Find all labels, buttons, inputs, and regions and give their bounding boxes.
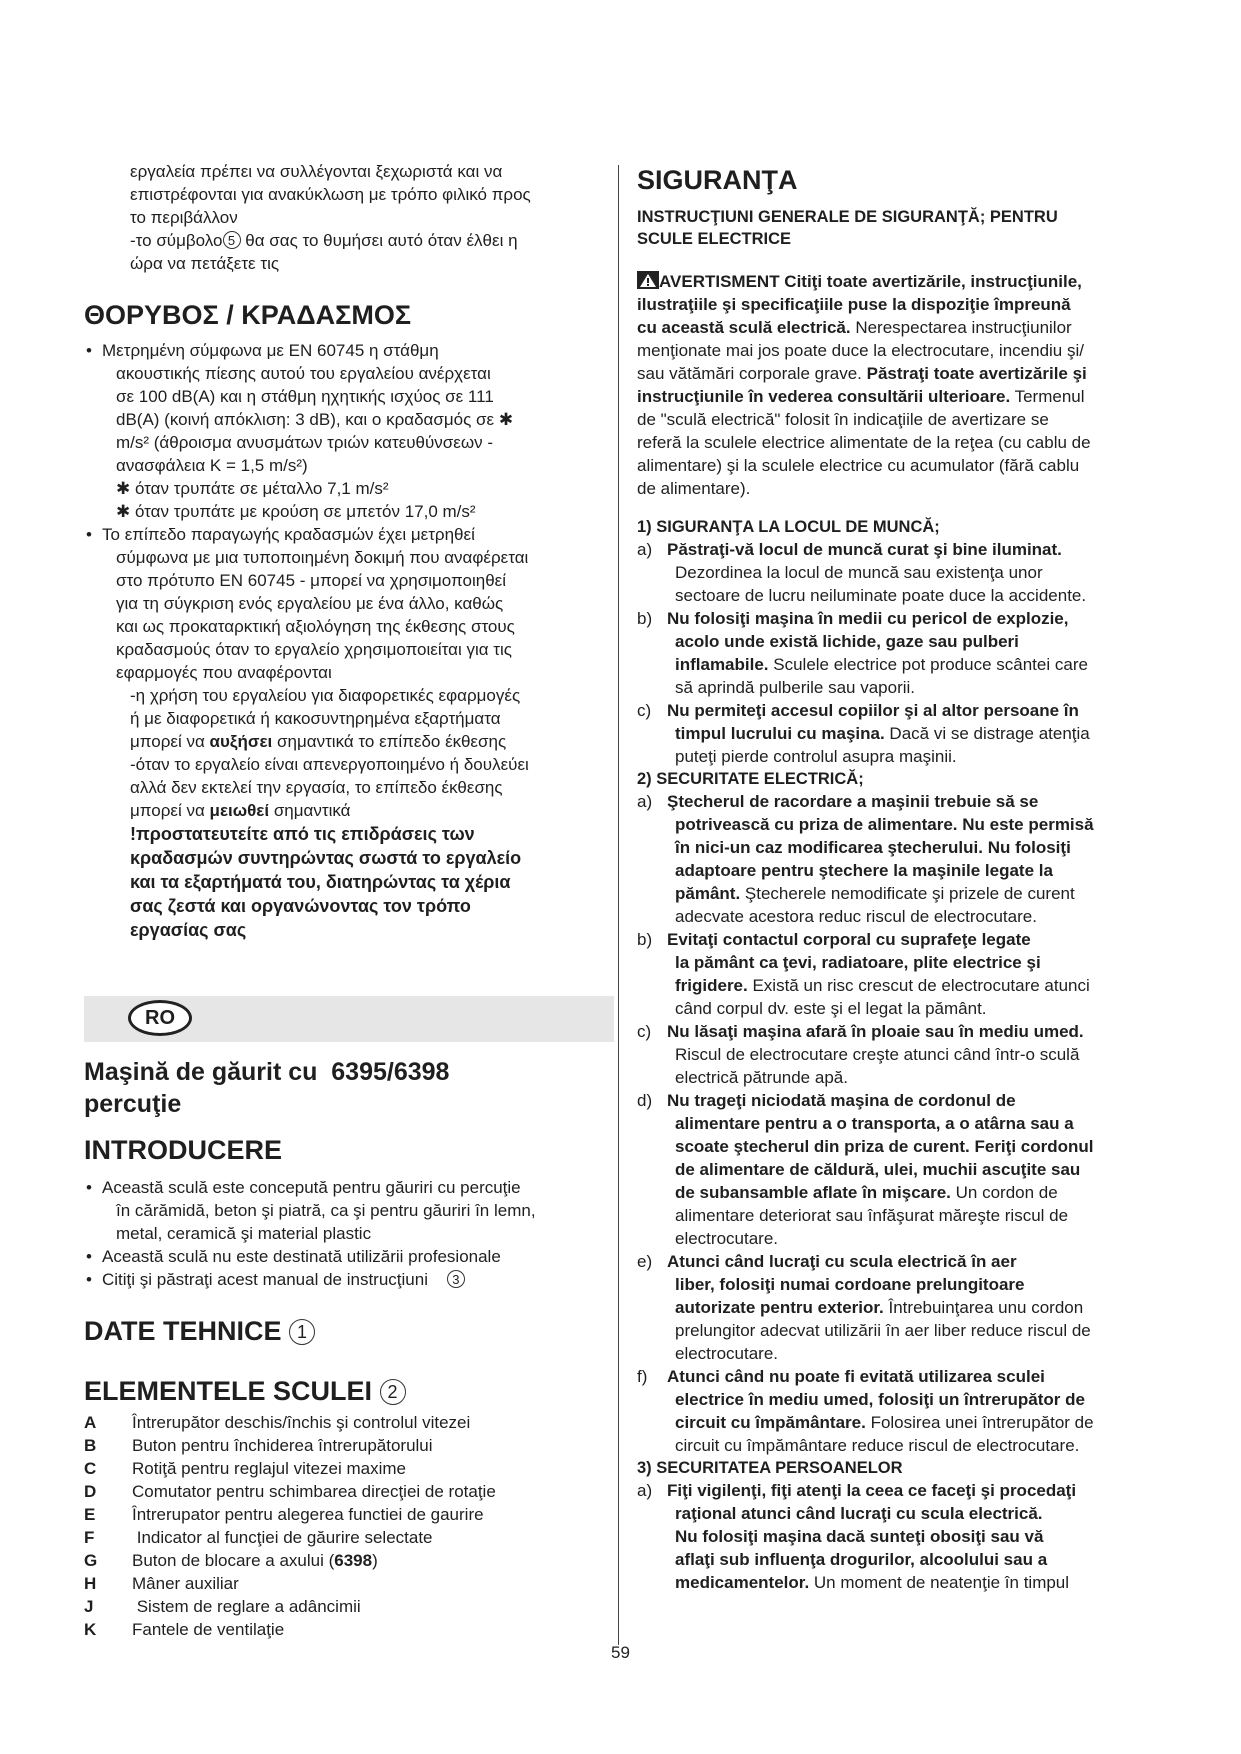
product-title — [84, 1056, 604, 1120]
text-line: Păstraţi-vă locul de muncă curat şi bine iluminat. — [667, 540, 1062, 559]
protection-warning — [130, 822, 604, 942]
text-line: prelungitor adecvat utilizării în aer liber reduce riscul de — [675, 1321, 1091, 1340]
emphasis: Păstraţi toate avertizările şi — [866, 364, 1087, 383]
text-span: Citiţi şi păstraţi acest manual de instrucţiuni — [102, 1270, 428, 1289]
text-line: • Această sculă este concepută pentru găuriri cu percuţie — [102, 1178, 521, 1197]
text-line: puteţi pierde controlul asupra maşinii. — [675, 747, 957, 766]
language-band — [84, 996, 614, 1042]
table-row — [84, 1526, 496, 1549]
text-line: în nici-un caz modificarea ştecherului. Nu folosiţi — [675, 838, 1071, 857]
list-item — [637, 1089, 1157, 1250]
text-line: Dezordinea la locul de muncă sau existenţa unor — [675, 563, 1043, 582]
text-line: ακουστικής πίεσης αυτού του εργαλείου ανέρχεται — [116, 364, 491, 383]
part-key: H — [84, 1574, 97, 1593]
part-label: Întrerupător deschis/închis şi controlul vitezei — [132, 1413, 471, 1432]
text-span: Sculele electrice pot produce scântei care — [768, 655, 1088, 674]
item-letter: a) — [637, 540, 653, 559]
item-letter: b) — [637, 930, 653, 949]
table-row — [84, 1411, 496, 1434]
text-span: Ştecherele nemodificate şi prizele de curent — [740, 884, 1075, 903]
introduction-heading: INTRODUCERE — [84, 1135, 283, 1165]
table-row — [84, 1503, 496, 1526]
text-span: Există un risc crescut de electrocutare atunci — [747, 976, 1090, 995]
table-row — [84, 1618, 496, 1641]
item-letter: a) — [637, 1481, 653, 1500]
emphasis: instrucţiunile în vederea consultării ulterioare. — [637, 387, 1011, 406]
text-line: αλλά δεν εκτελεί την εργασία, το επίπεδο έκθεσης — [130, 778, 503, 797]
text-line: στο πρότυπο EN 60745 - μπορεί να χρησιμοποιηθεί — [116, 571, 507, 590]
part-key: G — [84, 1551, 98, 1570]
text-line: Riscul de electrocutare creşte atunci când într-o sculă — [675, 1045, 1080, 1064]
column-divider — [618, 165, 619, 1645]
item-letter: c) — [637, 1022, 652, 1041]
circled-number-3-icon: 3 — [447, 1270, 465, 1288]
emphasis: cu această sculă electrică. — [637, 318, 851, 337]
text-span: Întrebuinţarea unu cordon — [883, 1298, 1084, 1317]
text-span: DATE TEHNICE — [84, 1316, 282, 1346]
text-line — [637, 316, 1157, 339]
model-number: 6398 — [334, 1551, 373, 1570]
list-item — [84, 1268, 604, 1291]
text-line: επιστρέφονται για ανακύκλωση με τρόπο φιλικό προς — [130, 185, 531, 204]
text-line: Atunci când lucraţi cu scula electrică în aer — [667, 1252, 1017, 1271]
text-span: Dacă vi se distrage atenţia — [884, 724, 1090, 743]
safety-subtitle — [637, 206, 1157, 250]
list-item — [637, 1250, 1157, 1365]
text-line: -η χρήση του εργαλείου για διαφορετικές εφαρμογές — [130, 686, 521, 705]
list-item — [637, 1479, 1157, 1594]
personal-safety-heading: 3) SECURITATEA PERSOANELOR — [637, 1459, 903, 1477]
text-line: ώρα να πετάξετε τις — [130, 254, 280, 273]
part-key: J — [84, 1597, 94, 1616]
circled-number-2-icon: 2 — [380, 1379, 406, 1405]
table-row — [84, 1572, 496, 1595]
parts-list — [84, 1411, 496, 1641]
general-warning — [637, 270, 1157, 500]
text-line: când corpul dv. este şi el legat la pământ. — [675, 999, 987, 1018]
text-line: Nu folosiţi maşina în medii cu pericol de explozie, — [667, 609, 1069, 628]
text-span: percuţie — [84, 1090, 182, 1118]
text-line — [637, 270, 1157, 293]
circled-number-1-icon: 1 — [289, 1319, 315, 1345]
table-row — [84, 1595, 496, 1618]
text-span: Un cordon de — [950, 1183, 1058, 1202]
text-line: Nu trageţi niciodată maşina de cordonul de — [667, 1091, 1016, 1110]
text-line — [675, 1181, 1157, 1204]
text-line: raţional atunci când lucraţi cu scula electrică. — [675, 1504, 1043, 1523]
text-line: σε 100 dB(A) και η στάθμη ηχητικής ισχύος σε 111 — [116, 387, 494, 406]
safety-heading: SIGURANŢA — [637, 165, 798, 195]
part-label: Sistem de reglare a adâncimii — [132, 1597, 361, 1616]
text-span: ) — [372, 1551, 378, 1570]
text-line: m/s² (άθροισμα ανυσμάτων τριών κατευθύνσεων - — [116, 433, 494, 452]
text-line: dB(A) (κοινή απόκλιση: 3 dB), και ο κραδασμός σε ✱ — [116, 410, 514, 429]
circled-number-5-icon: 5 — [223, 231, 241, 249]
text-line: electrice în mediu umed, folosiţi un întrerupător de — [675, 1390, 1085, 1409]
list-item — [637, 607, 1157, 699]
text-line: să aprindă pulberile sau vaporii. — [675, 678, 916, 697]
list-item: • Această sculă nu este destinată utilizării profesionale — [84, 1245, 604, 1268]
part-label: Fantele de ventilaţie — [132, 1620, 285, 1639]
part-label: Mâner auxiliar — [132, 1574, 239, 1593]
text-line: metal, ceramică şi material plastic — [116, 1224, 372, 1243]
item-letter: b) — [637, 609, 653, 628]
text-line: εργασίας σας — [130, 920, 247, 940]
part-label: Buton pentru închiderea întrerupătorului — [132, 1436, 433, 1455]
disposal-paragraph — [86, 160, 604, 275]
text-span: -το σύμβολο — [130, 231, 223, 250]
part-label: Întrerupator pentru alegerea functiei de gaurire — [132, 1505, 484, 1524]
text-line: adaptoare pentru ştechere la maşinile legate la — [675, 861, 1053, 880]
list-item — [84, 523, 604, 684]
text-span: σημαντικά — [269, 801, 351, 820]
text-line — [675, 1571, 1157, 1594]
text-line: alimentare pentru a o transporta, a o atârna sau a — [675, 1114, 1074, 1133]
emphasis: αυξήσει — [209, 732, 273, 751]
text-span: θα σας το θυμήσει αυτό όταν έλθει η — [240, 231, 518, 250]
text-line: INSTRUCŢIUNI GENERALE DE SIGURANŢĂ; PENTRU — [637, 208, 1058, 226]
text-line: electrică pătrunde apă. — [675, 1068, 848, 1087]
text-line: ✱ όταν τρυπάτε με κρούση σε μπετόν 17,0 m/s² — [116, 502, 476, 521]
part-label: Comutator pentru schimbarea direcţiei de rotaţie — [132, 1482, 496, 1501]
emphasis: frigidere. — [675, 976, 748, 995]
text-line: κραδασμών συντηρώντας σωστά το εργαλείο — [130, 848, 522, 868]
text-line: adecvate acestora reduc riscul de electrocutare. — [675, 907, 1037, 926]
text-line — [130, 730, 604, 753]
list-item — [84, 1176, 604, 1245]
part-key: F — [84, 1528, 95, 1547]
table-row — [84, 1434, 496, 1457]
list-item — [637, 538, 1157, 607]
text-line: liber, folosiţi numai cordoane prelungitoare — [675, 1275, 1025, 1294]
language-badge: RO — [128, 1000, 192, 1036]
exposure-paragraph — [86, 684, 604, 942]
text-span: Maşină de găurit cu 6395/6398 — [84, 1058, 450, 1086]
text-line: la pământ ca ţevi, radiatoare, plite electrice şi — [675, 953, 1041, 972]
text-line: !προστατευτείτε από τις επιδράσεις των — [130, 824, 475, 844]
text-line — [130, 799, 604, 822]
text-line: Nu permiteţi accesul copiilor şi al altor persoane în — [667, 701, 1079, 720]
part-key: E — [84, 1505, 96, 1524]
text-line: potrivească cu priza de alimentare. Nu este permisă — [675, 815, 1094, 834]
left-column — [84, 160, 604, 1641]
list-item — [637, 1365, 1157, 1457]
table-row — [84, 1457, 496, 1480]
text-line: Ştecherul de racordare a maşinii trebuie să se — [667, 792, 1039, 811]
tool-elements-heading — [84, 1375, 604, 1407]
text-line — [675, 653, 1157, 676]
text-line: εφαρμογές που αναφέρονται — [116, 663, 332, 682]
right-column — [637, 160, 1157, 1594]
item-letter: c) — [637, 701, 652, 720]
text-line: • Μετρημένη σύμφωνα με EN 60745 η στάθμη — [102, 341, 439, 360]
text-line: de "sculă electrică" folosit în indicaţiile de avertizare se — [637, 410, 1049, 429]
part-key: B — [84, 1436, 97, 1455]
text-line: alimentare deteriorat sau înfăşurat măreşte riscul de — [675, 1206, 1069, 1225]
emphasis: inflamabile. — [675, 655, 769, 674]
part-key: A — [84, 1413, 97, 1432]
text-line: scoate ştecherul din priza de curent. Feriţi cordonul — [675, 1137, 1094, 1156]
text-line: sectoare de lucru neiluminate poate duce la accidente. — [675, 586, 1087, 605]
page-number: 59 — [611, 1643, 630, 1662]
emphasis: μειωθεί — [209, 801, 270, 820]
text-span: μπορεί να — [130, 801, 210, 820]
text-line — [637, 362, 1157, 385]
workplace-safety-heading: 1) SIGURANŢA LA LOCUL DE MUNCĂ; — [637, 518, 940, 536]
list-item — [637, 928, 1157, 1020]
item-letter: d) — [637, 1091, 653, 1110]
text-span: AVERTISMENT Citiţi toate avertizările, instrucţiunile, — [659, 272, 1082, 291]
text-line: de alimentare de căldură, ulei, muchii ascuţite sau — [675, 1160, 1081, 1179]
text-line: σύμφωνα με μια τυποποιημένη δοκιμή που αναφέρεται — [116, 548, 529, 567]
text-line: κραδασμούς όταν το εργαλείο χρησιμοποιείται για τις — [116, 640, 512, 659]
text-line — [675, 1296, 1157, 1319]
list-item — [637, 790, 1157, 928]
introduction-bullets — [84, 1176, 604, 1291]
emphasis: timpul lucrului cu maşina. — [675, 724, 885, 743]
text-line: -όταν το εργαλείο είναι απενεργοποιημένο ή δουλεύει — [130, 755, 529, 774]
part-label: Indicator al funcţiei de găurire selectate — [132, 1528, 433, 1547]
text-line: electrocutare. — [675, 1344, 778, 1363]
part-key: D — [84, 1482, 97, 1501]
list-item — [84, 339, 604, 523]
text-line: aflaţi sub influenţa drogurilor, alcoolului sau a — [675, 1550, 1048, 1569]
text-line: ✱ όταν τρυπάτε σε μέταλλο 7,1 m/s² — [116, 479, 389, 498]
text-line: ilustraţiile şi specificaţiile puse la dispoziţie împreună — [637, 295, 1071, 314]
text-line: SCULE ELECTRICE — [637, 230, 792, 248]
part-key: C — [84, 1459, 97, 1478]
text-line: alimentare) şi la sculele electrice cu acumulator (fără cablu — [637, 456, 1080, 475]
text-line — [637, 385, 1157, 408]
text-line: circuit cu împământare reduce riscul de electrocutare. — [675, 1436, 1080, 1455]
text-line: în cărămidă, beton şi piatră, ca şi pentru găuriri în lemn, — [116, 1201, 536, 1220]
item-letter: e) — [637, 1252, 653, 1271]
emphasis: autorizate pentru exterior. — [675, 1298, 884, 1317]
list-item — [637, 1020, 1157, 1089]
text-line: εργαλεία πρέπει να συλλέγονται ξεχωριστά και να — [130, 162, 503, 181]
text-line: Atunci când nu poate fi evitată utilizarea sculei — [667, 1367, 1045, 1386]
text-line: de alimentare). — [637, 479, 751, 498]
text-line: menţionate mai jos poate duce la electrocutare, incendiu şi/ — [637, 341, 1084, 360]
warning-triangle-icon — [637, 271, 659, 289]
text-span: Buton de blocare a axului ( — [132, 1551, 335, 1570]
text-span: Termenul — [1010, 387, 1085, 406]
part-label: Rotiţă pentru reglajul vitezei maxime — [132, 1459, 407, 1478]
text-line — [675, 882, 1157, 905]
text-span: sau vătămări corporale grave. — [637, 364, 867, 383]
text-line: acolo unde există lichide, gaze sau pulberi — [675, 632, 1019, 651]
text-line: referă la sculele electrice alimentate de la reţea (cu cablu de — [637, 433, 1091, 452]
text-line: electrocutare. — [675, 1229, 778, 1248]
text-span: ELEMENTELE SCULEI — [84, 1376, 373, 1406]
table-row — [84, 1480, 496, 1503]
text-line: ανασφάλεια K = 1,5 m/s²) — [116, 456, 308, 475]
text-line: και τα εξαρτήματά του, διατηρώντας τα χέρια — [130, 872, 511, 892]
text-line: για τη σύγκριση ενός εργαλείου με ένα άλλο, καθώς — [116, 594, 504, 613]
text-line — [675, 974, 1157, 997]
text-line: ή με διαφορετικά ή κακοσυντηρημένα εξαρτήματα — [130, 709, 501, 728]
item-letter: a) — [637, 792, 653, 811]
emphasis: circuit cu împământare. — [675, 1413, 866, 1432]
text-line: σας ζεστά και οργανώνοντας τον τρόπο — [130, 896, 471, 916]
text-line: • Το επίπεδο παραγωγής κραδασμών έχει μετρηθεί — [102, 525, 475, 544]
noise-vibration-heading: ΘΟΡΥΒΟΣ / ΚΡΑΔΑΣΜΟΣ — [84, 300, 412, 330]
text-span: σημαντικά το επίπεδο έκθεσης — [272, 732, 507, 751]
text-line: Nu folosiţi maşina dacă sunteţi obosiţi sau vă — [675, 1527, 1044, 1546]
text-span: Nerespectarea instrucţiunilor — [850, 318, 1072, 337]
text-line: και ως προκαταρκτική αξιολόγηση της έκθεσης στους — [116, 617, 515, 636]
electrical-safety-heading: 2) SECURITATE ELECTRICĂ; — [637, 770, 864, 788]
technical-data-heading — [84, 1315, 604, 1347]
text-line: Evitaţi contactul corporal cu suprafeţe legate — [667, 930, 1031, 949]
emphasis: de subansamble aflate în mişcare. — [675, 1183, 951, 1202]
text-line: Fiţi vigilenţi, fiţi atenţi la ceea ce faceţi şi procedaţi — [667, 1481, 1077, 1500]
text-line: Nu lăsaţi maşina afară în ploaie sau în mediu umed. — [667, 1022, 1084, 1041]
part-key: K — [84, 1620, 97, 1639]
text-line: το περιβάλλον — [130, 208, 238, 227]
emphasis: pământ. — [675, 884, 741, 903]
text-line — [675, 722, 1157, 745]
part-label — [132, 1549, 496, 1572]
table-row — [84, 1549, 496, 1572]
text-line — [675, 1411, 1157, 1434]
list-item — [637, 699, 1157, 768]
emphasis: medicamentelor. — [675, 1573, 810, 1592]
text-span: Folosirea unei întrerupător de — [865, 1413, 1094, 1432]
item-letter: f) — [637, 1367, 648, 1386]
text-span: μπορεί να — [130, 732, 210, 751]
symbol-line — [130, 229, 604, 252]
text-span: Un moment de neatenţie în timpul — [809, 1573, 1070, 1592]
noise-bullets — [84, 339, 604, 684]
